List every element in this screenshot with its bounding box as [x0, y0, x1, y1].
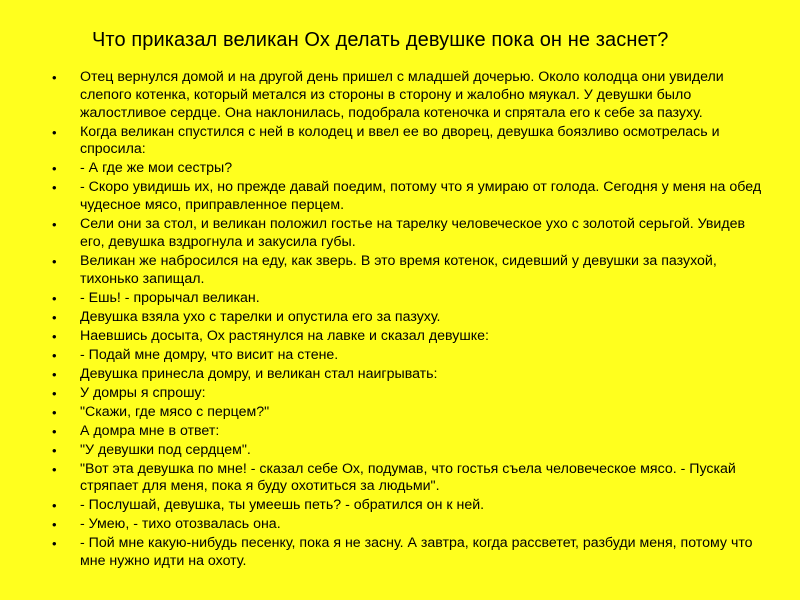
list-item-text: "У девушки под сердцем". — [80, 441, 251, 458]
bullet-icon: • — [52, 498, 57, 514]
list-item-text: - Умею, - тихо отозвалась она. — [80, 516, 281, 533]
bullet-icon: • — [52, 404, 57, 420]
bullet-icon: • — [52, 366, 57, 382]
list-item-text: - Скоро увидишь их, но прежде давай поедим, потому что я умираю от голода. Сегодня у меня на обед чудесное мясо, приправленное перцем. — [80, 179, 762, 214]
list-item — [52, 497, 764, 515]
list-item-text: - Послушай, девушка, ты умеешь петь? - обратился он к ней. — [80, 497, 485, 514]
list-item — [52, 404, 764, 422]
bullet-icon: • — [52, 161, 57, 177]
list-item — [52, 347, 764, 365]
list-item — [52, 160, 764, 178]
list-item-text: Когда великан спустился с ней в колодец и ввел ее во дворец, девушка боязливо осмотрелась и спросила: — [80, 123, 720, 158]
bullet-icon: • — [52, 347, 57, 363]
list-item-text: "Скажи, где мясо с перцем?" — [80, 403, 270, 420]
list-item — [52, 535, 764, 571]
list-item-text: - Подай мне домру, что висит на стене. — [80, 346, 339, 363]
list-item — [52, 124, 764, 160]
list-item — [52, 216, 764, 252]
list-item — [52, 461, 764, 497]
list-item — [52, 253, 764, 289]
list-item — [52, 516, 764, 534]
bullet-icon: • — [52, 290, 57, 306]
list-item-text: "Вот эта девушка по мне! - сказал себе Ох, подумав, что гостья съела человеческое мясо. - Пускай стряпает для меня, пока я буду охотиться за людьми". — [80, 460, 736, 495]
bullet-icon: • — [52, 423, 57, 439]
bullet-icon: • — [52, 536, 57, 552]
list-item — [52, 423, 764, 441]
list-item — [52, 309, 764, 327]
bullet-icon: • — [52, 70, 57, 85]
list-item-text: Девушка принесла домру, и великан стал наигрывать: — [80, 365, 438, 382]
bullet-icon: • — [52, 124, 57, 140]
list-item-text: А домра мне в ответ: — [80, 422, 220, 439]
list-item-text: Отец вернулся домой и на другой день пришел с младшей дочерью. Около колодца они увидели слепого котенка, который метался из стороны в сторону и жалобно мяукал. У девушки было жалостливое сердце. Она наклонилась, подобрала котеночка и спрятала его к себе за пазуху. — [80, 69, 724, 121]
list-item-text: - Ешь! - прорычал великан. — [80, 289, 260, 306]
list-item — [52, 290, 764, 308]
bullet-icon: • — [52, 309, 57, 325]
bullet-icon: • — [52, 442, 57, 458]
list-item-text: Сели они за стол, и великан положил гостье на тарелку человеческое ухо с золотой серьгой. Увидев его, девушка вздрогнула и закусила губы. — [80, 216, 746, 250]
bullet-icon: • — [52, 517, 57, 533]
bullet-icon: • — [52, 217, 57, 233]
list-item-text: Наевшись досыта, Ох растянулся на лавке и сказал девушке: — [80, 327, 489, 344]
list-item — [52, 69, 764, 122]
list-item-text: У домры я спрошу: — [80, 384, 206, 401]
slide-title: Что приказал великан Ох делать девушке пока он не заснет? — [92, 29, 669, 51]
bullet-icon: • — [52, 328, 57, 344]
bullet-list — [52, 69, 764, 571]
bullet-icon: • — [52, 385, 57, 401]
bullet-icon: • — [52, 253, 57, 269]
list-item — [52, 385, 764, 403]
list-item — [52, 442, 764, 460]
list-item — [52, 179, 764, 215]
list-item — [52, 366, 764, 384]
bullet-icon: • — [52, 180, 57, 196]
list-item-text: - А где же мои сестры? — [80, 160, 233, 177]
list-item-text: Девушка взяла ухо с тарелки и опустила его за пазуху. — [80, 308, 441, 325]
list-item-text: - Пой мне какую-нибудь песенку, пока я не засну. А завтра, когда рассветет, разбуди меня, потому что мне нужно идти на охоту. — [80, 535, 753, 570]
list-item-text: Великан же набросился на еду, как зверь. В это время котенок, сидевший у девушки за пазухой, тихонько запищал. — [80, 252, 717, 287]
list-item — [52, 328, 764, 346]
bullet-icon: • — [52, 461, 57, 477]
